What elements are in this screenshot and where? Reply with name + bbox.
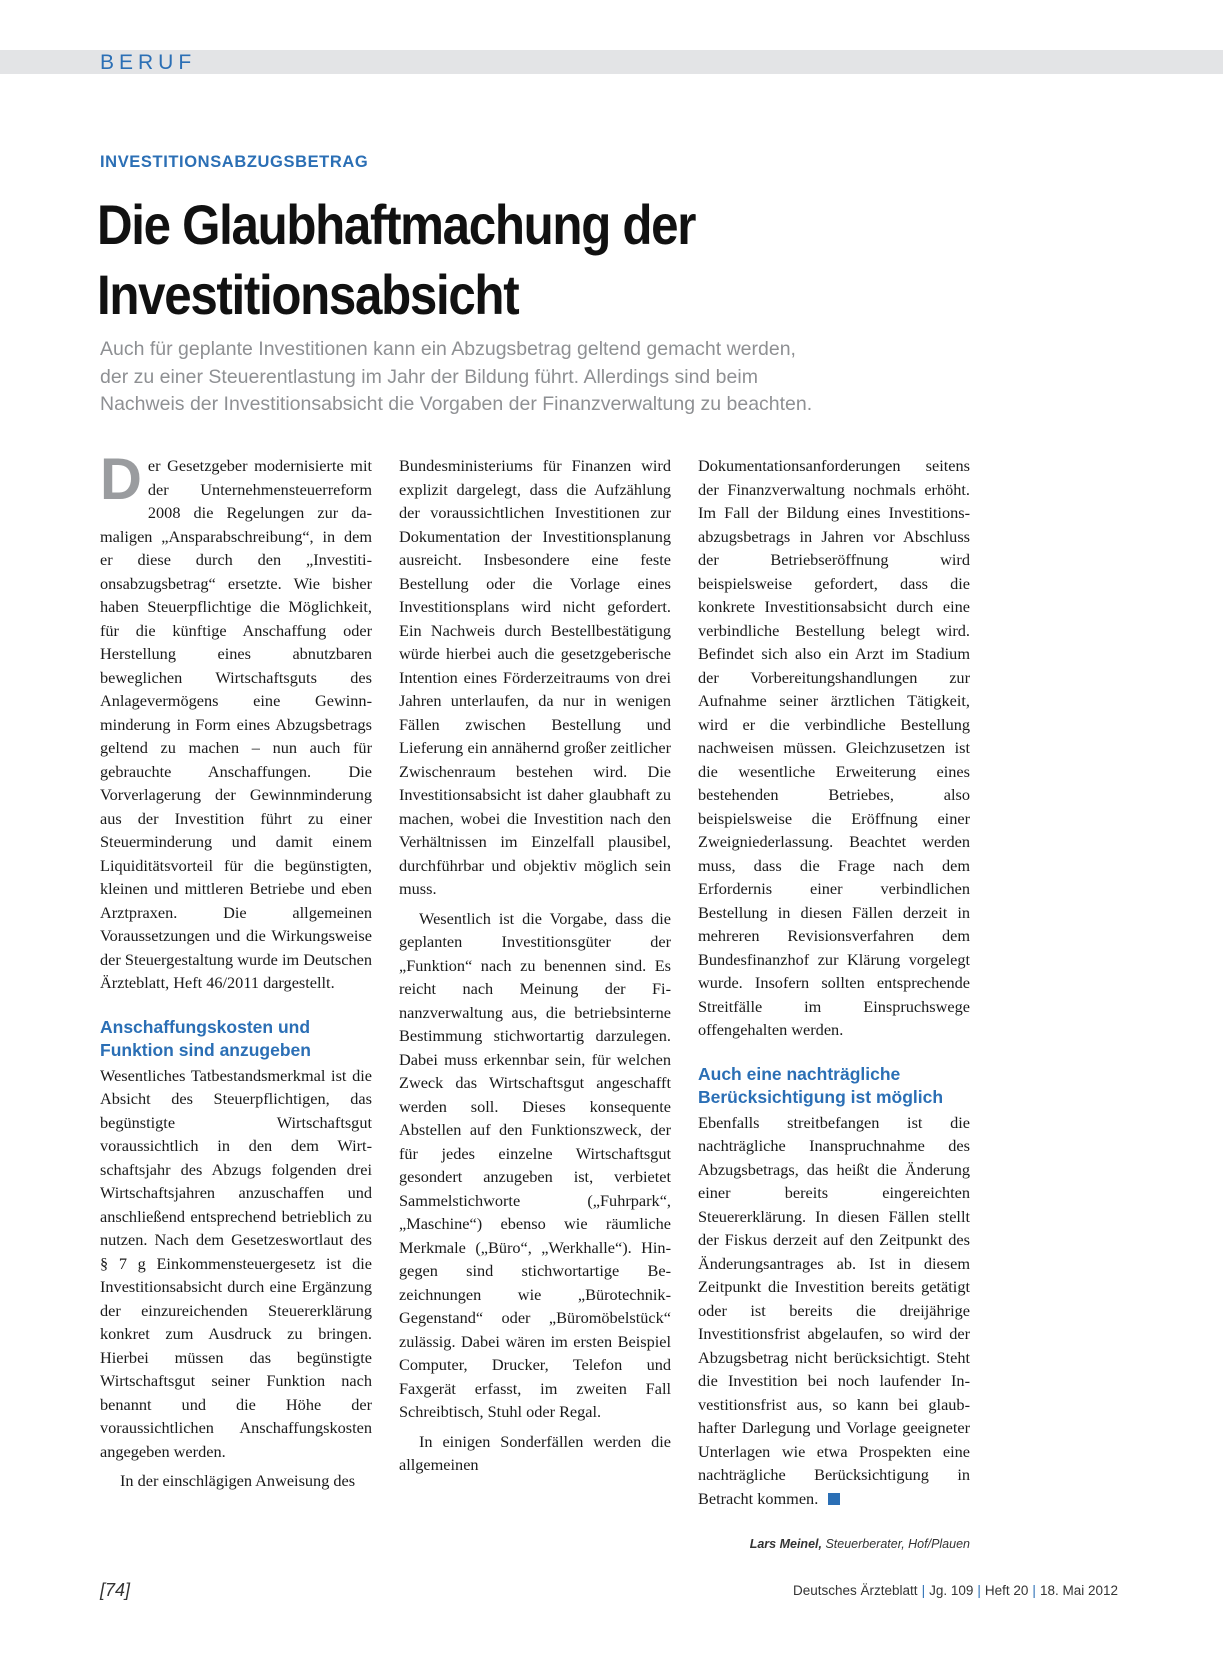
section-label: BERUF bbox=[100, 51, 197, 74]
paragraph: Wesentliches Tatbestandsmerkmal ist die Absicht des Steuerpflichtigen, das begünstigte Wirtschaftsgut voraussichtlich in den dem Wirtschaftsjahr des Abzugs folgenden drei Wirtschaftsjahren anzuschaffen und anschließend entsprechend betrieblich zu nutzen. Nach dem Gesetzeswortlaut des § 7 g Einkommensteuergesetz ist die Investitionsabsicht durch eine Ergänzung der einzureichenden Steuererklärung konkret zum Ausdruck zu bringen. Hierbei müssen das begünstigte Wirtschaftsgut seiner Funktion nach benannt und die Höhe der voraussichtlichen Anschaffungskosten angegeben werden. bbox=[100, 1065, 372, 1461]
paragraph: Dokumentationsanforderungen seitens der Finanzverwaltung nochmals erhöht. Im Fall der Bildung eines Investitionsabzugsbetrags in Jahren vor Abschluss der Betriebseröffnung wird beispielsweise gefordert, dass die konkrete Investitionsabsicht durch eine verbindliche Bestellung belegt wird. Befindet sich also ein Arzt im Stadium der Vorbereitungshandlungen zur Aufnahme seiner ärztlichen Tätigkeit, wird er die verbindliche Bestellung nachweisen müssen. Gleichzusetzen ist die wesentliche Erweiterung eines bestehenden Betriebes, also beispielsweise die Eröffnung einer Zweigniederlassung. Beachtet werden muss, dass die Frage nach dem Erfordernis einer verbindlichen Bestellung in diesen Fällen derzeit in mehreren Revisionsverfahren dem Bundesfinanzhof zur Klärung vorgelegt wurde. Insofern sollten entsprechende Streitfälle im Einspruchswege offengehalten werden. bbox=[698, 456, 970, 1039]
paragraph: In der einschlägigen Anweisung des bbox=[120, 1471, 356, 1490]
footer-separator: | bbox=[1032, 1583, 1036, 1598]
journal-footer bbox=[793, 1583, 1118, 1598]
journal-volume: Jg. 109 bbox=[929, 1583, 974, 1598]
end-mark-icon bbox=[828, 1493, 840, 1505]
author-role: Steuerberater, Hof/Plauen bbox=[825, 1537, 970, 1551]
subheading-nachtraegliche: Auch eine nachträgliche Berücksichtigung ist möglich bbox=[698, 1063, 944, 1107]
paragraph: Bundesministeriums für Finanzen wird explizit dargelegt, dass die Aufzählung der voraussichtlichen Investitionen zur Dokumentation der Investitionsplanung ausreicht. Insbesondere eine feste Bestellung oder die Vorlage eines Investitionsplans wird nicht gefordert. Ein Nachweis durch Bestellbestätigung würde hierbei auch die gesetzgeberische Intention eines Förderzeitraums von drei Jahren unterlaufen, da nur in wenigen Fällen zwischen Bestellung und Lieferung ein annähernd großer zeitlicher Zwischenraum bestehen wird. Die Investitionsabsicht ist daher glaubhaft zu machen, wobei die Investition nach den Verhältnissen im Einzelfall plausibel, durchführbar und objektiv möglich sein muss. bbox=[399, 456, 671, 898]
paragraph-final bbox=[698, 1111, 970, 1511]
paragraph-intro-text: er Gesetzgeber modernisierte mit der Unternehmensteuerreform 2008 die Regelungen zur damaligen „Ansparabschreibung“, in dem er diese durch den „Investitionsabzugsbetrag“ ersetzte. Wie bisher haben Steuerpflichtige die Möglichkeit, für die künftige Anschaffung oder Herstellung eines abnutzbaren beweglichen Wirtschaftsguts des Anlagevermögens eine Gewinnminderung in Form eines Abzugsbetrags geltend zu machen – nun auch für gebrauchte Anschaffungen. Die Vorverlagerung der Gewinnminderung aus der Investition führt zu einer Steuerminderung und damit einem Liquiditätsvorteil für die begünstigten, kleinen und mittleren Betriebe und eben Arztpraxen. Die allgemeinen Voraussetzungen und die Wirkungsweise der Steuergestaltung wurde im Deutschen Ärzteblatt, Heft 46/2011 dargestellt. bbox=[100, 456, 372, 992]
text-column-1 bbox=[100, 447, 372, 1493]
paragraph: In einigen Sonderfällen werden die allgemeinen bbox=[399, 1431, 671, 1474]
article-title bbox=[97, 190, 977, 330]
lead-line: Auch für geplante Investitionen kann ein Abzugsbetrag geltend gemacht werden, bbox=[100, 338, 796, 360]
article-kicker: INVESTITIONSABZUGSBETRAG bbox=[100, 153, 369, 171]
footer-separator: | bbox=[977, 1583, 981, 1598]
paragraph-final-text: Ebenfalls streitbefangen ist die nachträgliche Inanspruchnahme des Abzugsbetrags, das heißt die Änderung einer bereits eingereichten Steuererklärung. In diesen Fällen stellt der Fiskus derzeit auf den Zeitpunkt des Änderungsantrages ab. Ist in diesem Zeitpunkt die Investition bereits getätigt oder ist bereits die dreijährige Investitionsfrist abgelaufen, so wird der Abzugsbetrag nicht berücksichtigt. Steht die Investition bei noch laufender Investitionsfrist aus, so kann bei glaubhafter Darlegung und Vorlage geeigneter Unterlagen wie etwa Prospekten eine nachträgliche Berücksichtigung in Betracht kommen. bbox=[698, 1112, 970, 1508]
journal-date: 18. Mai 2012 bbox=[1039, 1583, 1118, 1598]
article-title-line: Die Glaubhaftmachung der bbox=[97, 193, 696, 256]
lead-line: Nachweis der Investitionsabsicht die Vorgaben der Finanzverwaltung zu beachten. bbox=[100, 393, 813, 415]
paragraph-intro bbox=[100, 447, 372, 995]
journal-issue: Heft 20 bbox=[984, 1583, 1029, 1598]
article-lead bbox=[100, 336, 980, 419]
subheading-anschaffungskosten: Anschaffungskosten und Funktion sind anzugeben bbox=[100, 1016, 311, 1060]
text-column-2 bbox=[399, 454, 671, 1477]
footer-separator: | bbox=[921, 1583, 926, 1598]
journal-name: Deutsches Ärzteblatt bbox=[793, 1583, 918, 1598]
article-title-line: Investitionsabsicht bbox=[97, 263, 519, 326]
drop-cap: D bbox=[100, 447, 142, 512]
author-line bbox=[698, 1537, 970, 1551]
author-name: Lars Meinel, bbox=[749, 1537, 822, 1551]
lead-line: der zu einer Steuerentlastung im Jahr der Bildung führt. Allerdings sind beim bbox=[100, 365, 758, 388]
page-number: [74] bbox=[100, 1580, 131, 1600]
text-column-3 bbox=[698, 454, 970, 1510]
paragraph: Wesentlich ist die Vorgabe, dass die geplanten Investitionsgüter der „Funktion“ nach zu benennen sind. Es reicht nach Meinung der Finanzverwaltung aus, die betriebsinterne Bestimmung stichwortartig darzulegen. Dabei muss erkennbar sein, für welchen Zweck das Wirtschaftsgut angeschafft werden soll. Dieses konsequente Abstellen auf den Funktionszweck, der für jedes einzelne Wirtschaftsgut gesondert anzugeben ist, verbietet Sammelstichworte („Fuhrpark“, „Maschine“) ebenso wie räumliche Merkmale („Büro“, „Werkhalle“). Hingegen sind stichwortartige Bezeichnungen wie „Bürotechnik-Gegenstand“ oder „Büromöbelstück“ zulässig. Dabei wären im ersten Beispiel Computer, Drucker, Telefon und Faxgerät erfasst, im zweiten Fall Schreibtisch, Stuhl oder Regal. bbox=[399, 908, 671, 1421]
